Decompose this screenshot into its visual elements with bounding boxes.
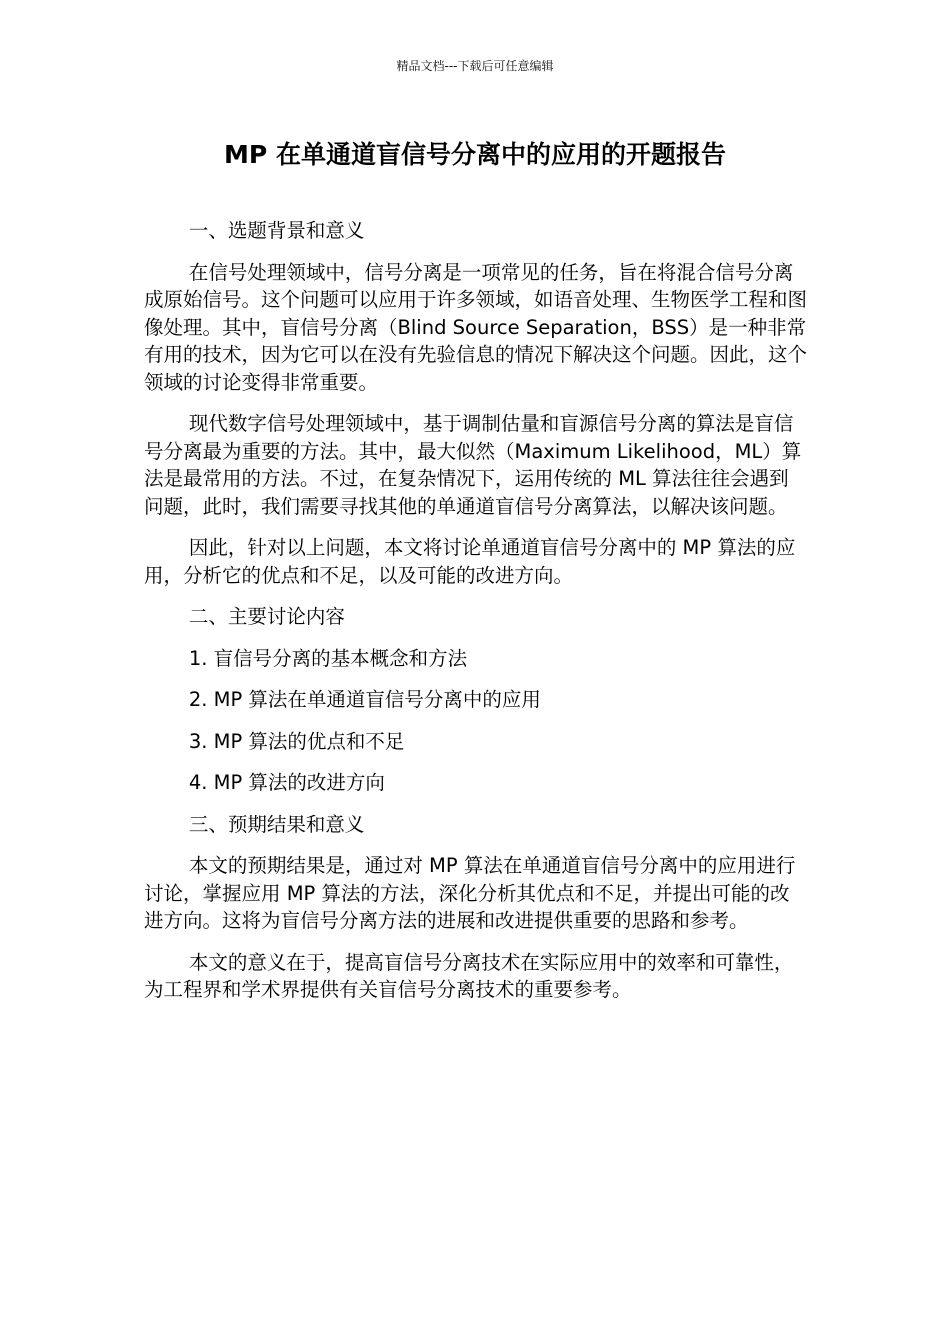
header-note: 精品文档---下载后可任意编辑 (396, 59, 554, 73)
paragraph-background-1: 在信号处理领域中，信号分离是一项常见的任务，旨在将混合信号分离成原始信号。这个问题可以应用于许多领域，如语音处理、生物医学工程和图像处理。其中，盲信号分离（Blind Source Separation，BSS）是一种非常有用的技术，因为它可以在没有先验信息的情况下解决这个问题。因此，这个领域的讨论变得非常重要。 (144, 260, 808, 394)
list-item-2: 2. MP 算法在单通道盲信号分离中的应用 (188, 688, 541, 711)
paragraph-results-2: 本文的意义在于，提高盲信号分离技术在实际应用中的效率和可靠性，为工程界和学术界提供有关盲信号分离技术的重要参考。 (144, 950, 794, 1001)
document-title: MP 在单通道盲信号分离中的应用的开题报告 (224, 140, 726, 169)
list-item-3: 3. MP 算法的优点和不足 (188, 729, 405, 753)
list-item-4: 4. MP 算法的改进方向 (188, 771, 385, 794)
paragraph-results-1: 本文的预期结果是，通过对 MP 算法在单通道盲信号分离中的应用进行讨论，掌握应用 MP 算法的方法，深化分析其优点和不足，并提出可能的改进方向。这将为盲信号分离方法的进展和改进提供重要的思路和参考。 (144, 854, 796, 932)
section-heading-background: 一、选题背景和意义 (188, 219, 365, 242)
list-item-1: 1. 盲信号分离的基本概念和方法 (188, 646, 468, 670)
document-body (144, 217, 808, 1018)
paragraph-background-3: 因此，针对以上问题，本文将讨论单通道盲信号分离中的 MP 算法的应用，分析它的优点和不足，以及可能的改进方向。 (144, 536, 796, 587)
section-heading-results: 三、预期结果和意义 (188, 812, 365, 836)
paragraph-background-2: 现代数字信号处理领域中，基于调制估量和盲源信号分离的算法是盲信号分离最为重要的方法。其中，最大似然（Maximum Likelihood，ML）算法是最常用的方法。不过，在复杂情况下，运用传统的 ML 算法往往会遇到问题，此时，我们需要寻找其他的单通道盲信号分离算法，以解决该问题。 (144, 412, 802, 518)
section-heading-content: 二、主要讨论内容 (188, 605, 345, 628)
